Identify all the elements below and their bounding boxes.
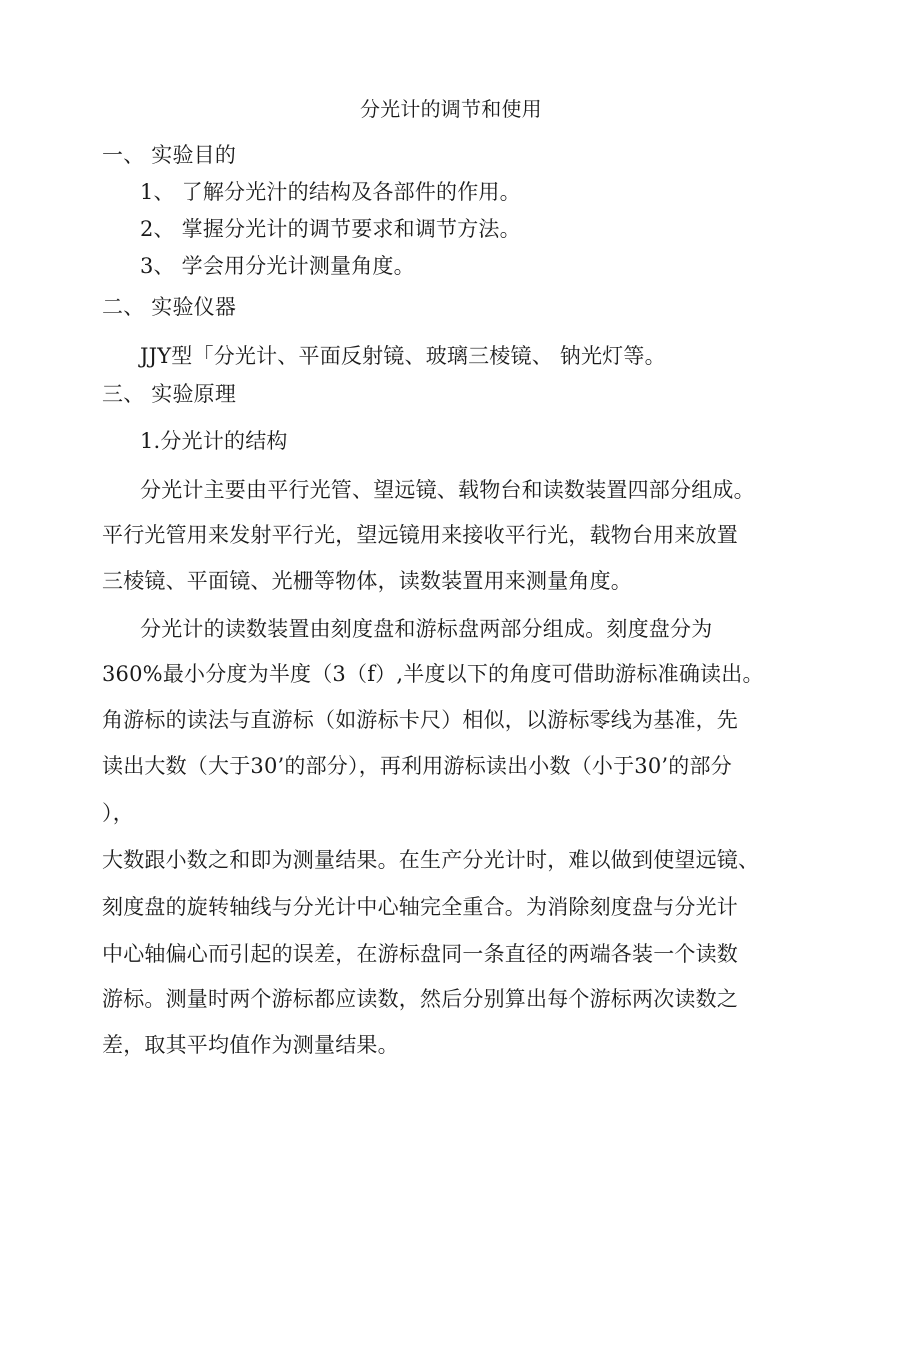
paragraph-line: 三棱镜、平面镜、光栅等物体，读数装置用来测量角度。 [102, 569, 632, 593]
paragraph-line: 读出大数（大于30’的部分），再利用游标读出小数（小于30’的部分 [102, 754, 732, 778]
paragraph-line: 刻度盘的旋转轴线与分光计中心轴完全重合。为消除刻度盘与分光计 [102, 895, 738, 919]
document-title: 分光计的调节和使用 [360, 97, 542, 121]
paragraph-line: 分光计的读数装置由刻度盘和游标盘两部分组成。刻度盘分为 [140, 617, 713, 641]
paragraph-line: 角游标的读法与直游标（如游标卡尺）相似，以游标零线为基准，先 [102, 708, 738, 732]
subheading-structure: 1.分光计的结构 [140, 429, 288, 453]
section-heading-instruments: 二、 实验仪器 [102, 295, 237, 319]
paragraph-line: ）， [102, 801, 134, 825]
instruments-text: JJY型「分光计、平面反射镜、玻璃三棱镜、 钠光灯等。 [140, 344, 666, 368]
paragraph-line: 游标。测量时两个游标都应读数，然后分别算出每个游标两次读数之 [102, 987, 738, 1011]
section-heading-purpose: 一、 实验目的 [102, 143, 237, 167]
paragraph-line: 大数跟小数之和即为测量结果。在生产分光计时，难以做到使望远镜、 [102, 848, 760, 872]
purpose-item-1: 1、 了解分光汁的结构及各部件的作用。 [140, 180, 521, 204]
section-heading-principle: 三、 实验原理 [102, 382, 237, 406]
paragraph-line: 差，取其平均值作为测量结果。 [102, 1033, 399, 1057]
paragraph-line: 360%最小分度为半度（3（f）,半度以下的角度可借助游标准确读出。 [102, 662, 764, 686]
paragraph-line: 平行光管用来发射平行光，望远镜用来接收平行光，载物台用来放置 [102, 523, 738, 547]
purpose-item-3: 3、 学会用分光计测量角度。 [140, 254, 415, 278]
paragraph-line: 中心轴偏心而引起的误差，在游标盘同一条直径的两端各装一个读数 [102, 942, 738, 966]
paragraph-line: 分光计主要由平行光管、望远镜、载物台和读数装置四部分组成。 [140, 478, 755, 502]
purpose-item-2: 2、 掌握分光计的调节要求和调节方法。 [140, 217, 521, 241]
